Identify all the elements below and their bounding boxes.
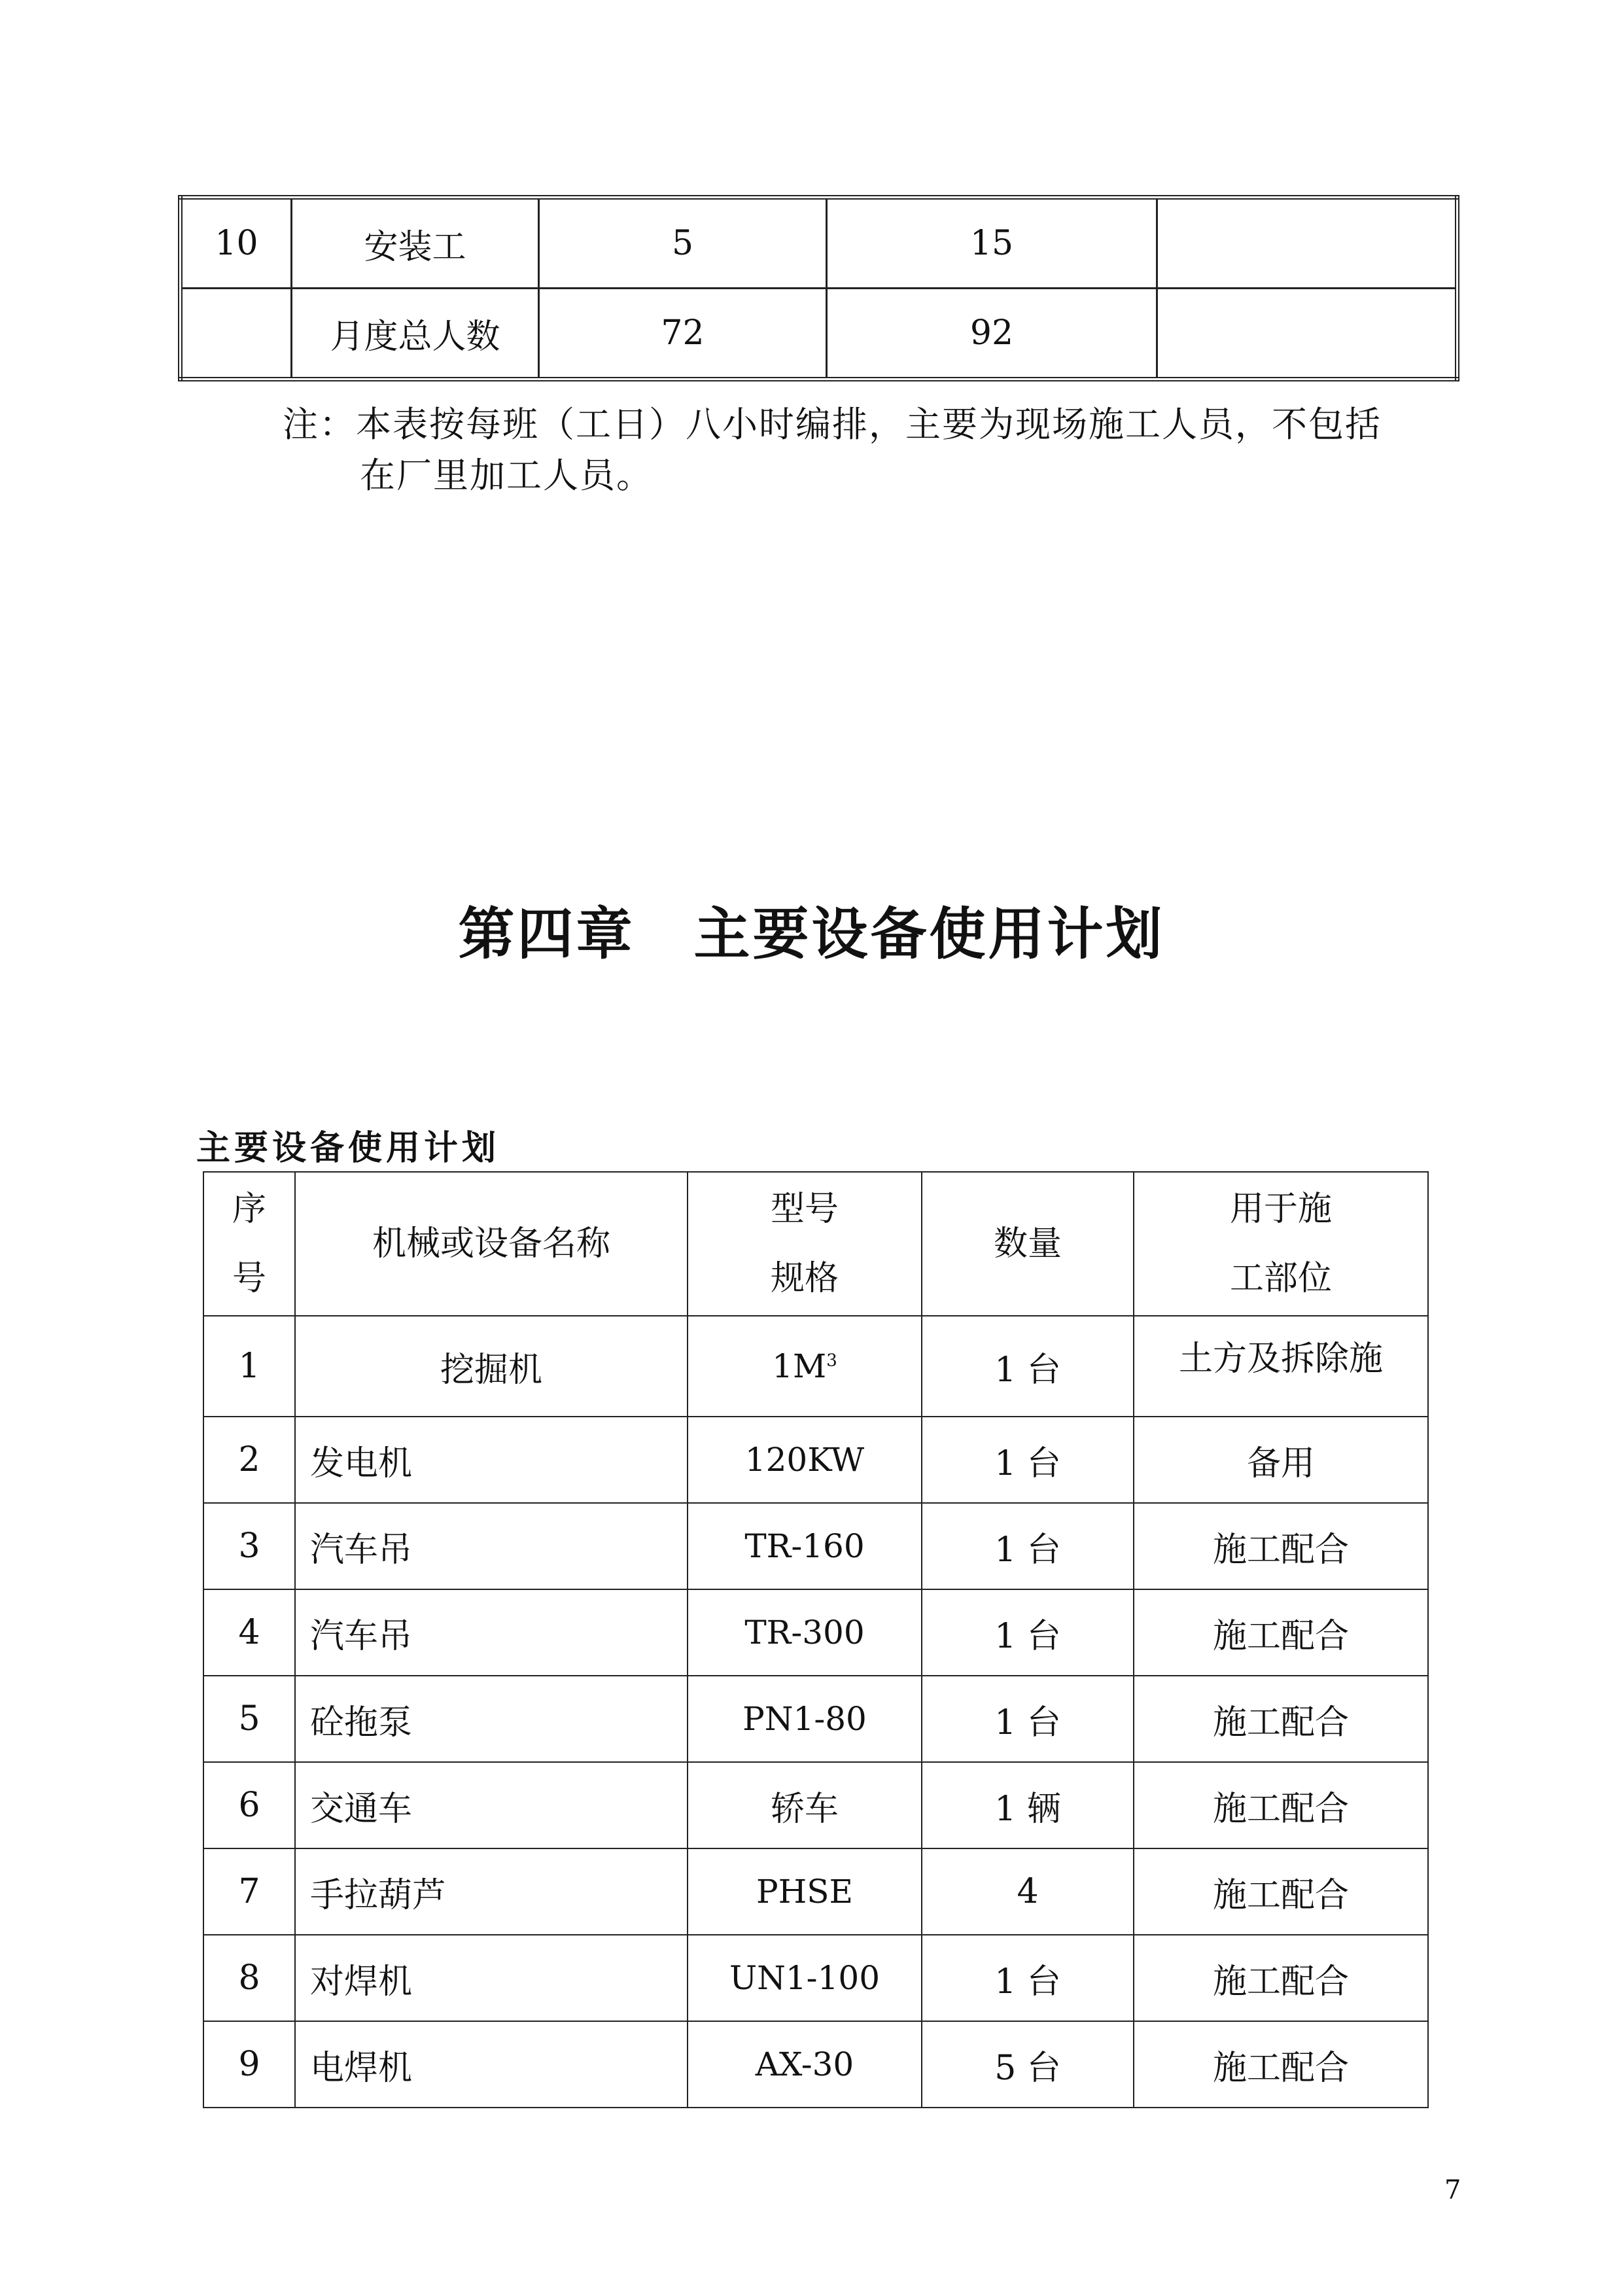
- table-cell: [1157, 198, 1457, 289]
- cell-name: 交通车: [295, 1762, 688, 1848]
- table-row: [203, 2021, 1428, 2108]
- cell-use: 备用: [1134, 1417, 1428, 1503]
- equipment-table: [203, 1171, 1429, 2108]
- page-number: 7: [1444, 2175, 1461, 2205]
- cell-qty: 1 台: [922, 1589, 1134, 1676]
- cell-qty: 1 台: [922, 1417, 1134, 1503]
- cell-qty: 1 台: [922, 1935, 1134, 2021]
- superscript: 3: [826, 1351, 837, 1371]
- table-row: [203, 1589, 1428, 1676]
- cell-use: 土方及拆除施: [1134, 1316, 1428, 1417]
- table-row: [203, 1417, 1428, 1503]
- cell-model: UN1-100: [688, 1935, 922, 2021]
- header-row: [203, 1172, 1428, 1316]
- cell-name: 手拉葫芦: [295, 1848, 688, 1935]
- table-row: [203, 1762, 1428, 1848]
- table-cell: 15: [827, 198, 1157, 289]
- cell-no: 1: [203, 1316, 295, 1417]
- cell-model: PHSE: [688, 1848, 922, 1935]
- cell-model: $1M^3$: [688, 1316, 922, 1417]
- cell-qty: 1 台: [922, 1316, 1134, 1417]
- table-caption: 主要设备使用计划: [196, 1129, 500, 1168]
- cell-no: 8: [203, 1935, 295, 2021]
- cell-no: 9: [203, 2021, 295, 2108]
- table-cell: 月度总人数: [292, 289, 539, 380]
- table-note: [283, 399, 1460, 501]
- cell-name: 汽车吊: [295, 1589, 688, 1676]
- cell-no: 6: [203, 1762, 295, 1848]
- chapter-title: 第四章 主要设备使用计划: [458, 902, 1165, 967]
- cell-qty: 1 台: [922, 1676, 1134, 1762]
- cell-model: 轿车: [688, 1762, 922, 1848]
- cell-use: 施工配合: [1134, 1503, 1428, 1589]
- table-row: [203, 1503, 1428, 1589]
- table-row: [203, 1676, 1428, 1762]
- cell-use: 施工配合: [1134, 1676, 1428, 1762]
- table-row: [181, 289, 1457, 380]
- table-row: [203, 1848, 1428, 1935]
- cell-model: 120KW: [688, 1417, 922, 1503]
- header-model: 型号 规格: [688, 1172, 922, 1316]
- cell-model: PN1-80: [688, 1676, 922, 1762]
- cell-use: 施工配合: [1134, 1935, 1428, 2021]
- table-cell: [181, 289, 292, 380]
- header-qty: 数量: [922, 1172, 1134, 1316]
- cell-no: 4: [203, 1589, 295, 1676]
- table-cell: [1157, 289, 1457, 380]
- cell-name: 电焊机: [295, 2021, 688, 2108]
- cell-qty: 1 辆: [922, 1762, 1134, 1848]
- table-cell: 5: [539, 198, 827, 289]
- cell-no: 2: [203, 1417, 295, 1503]
- cell-no: 3: [203, 1503, 295, 1589]
- header-seq: 序 号: [203, 1172, 295, 1316]
- cell-name: 挖掘机: [295, 1316, 688, 1417]
- table-cell: 92: [827, 289, 1157, 380]
- table-cell: 72: [539, 289, 827, 380]
- cell-use: 施工配合: [1134, 1762, 1428, 1848]
- header-name: 机械或设备名称: [295, 1172, 688, 1316]
- table-row: [203, 1935, 1428, 2021]
- cell-qty: 1 台: [922, 1503, 1134, 1589]
- header-use: 用于施 工部位: [1134, 1172, 1428, 1316]
- cell-model: TR-300: [688, 1589, 922, 1676]
- note-line-2: 在厂里加工人员。: [360, 455, 653, 496]
- table-row: [181, 198, 1457, 289]
- cell-name: 发电机: [295, 1417, 688, 1503]
- cell-no: 7: [203, 1848, 295, 1935]
- cell-model: TR-160: [688, 1503, 922, 1589]
- cell-use: 施工配合: [1134, 1589, 1428, 1676]
- cell-use: 施工配合: [1134, 1848, 1428, 1935]
- cell-name: 砼拖泵: [295, 1676, 688, 1762]
- cell-qty: 4: [922, 1848, 1134, 1935]
- table-cell: 10: [181, 198, 292, 289]
- cell-name: 汽车吊: [295, 1503, 688, 1589]
- cell-name: 对焊机: [295, 1935, 688, 2021]
- cell-model: AX-30: [688, 2021, 922, 2108]
- labor-table: [178, 195, 1459, 381]
- cell-use: 施工配合: [1134, 2021, 1428, 2108]
- table-row: [203, 1316, 1428, 1417]
- cell-qty: 5 台: [922, 2021, 1134, 2108]
- cell-no: 5: [203, 1676, 295, 1762]
- note-line-1: 注：本表按每班（工日）八小时编排，主要为现场施工人员，不包括: [283, 404, 1382, 445]
- table-cell: 安装工: [292, 198, 539, 289]
